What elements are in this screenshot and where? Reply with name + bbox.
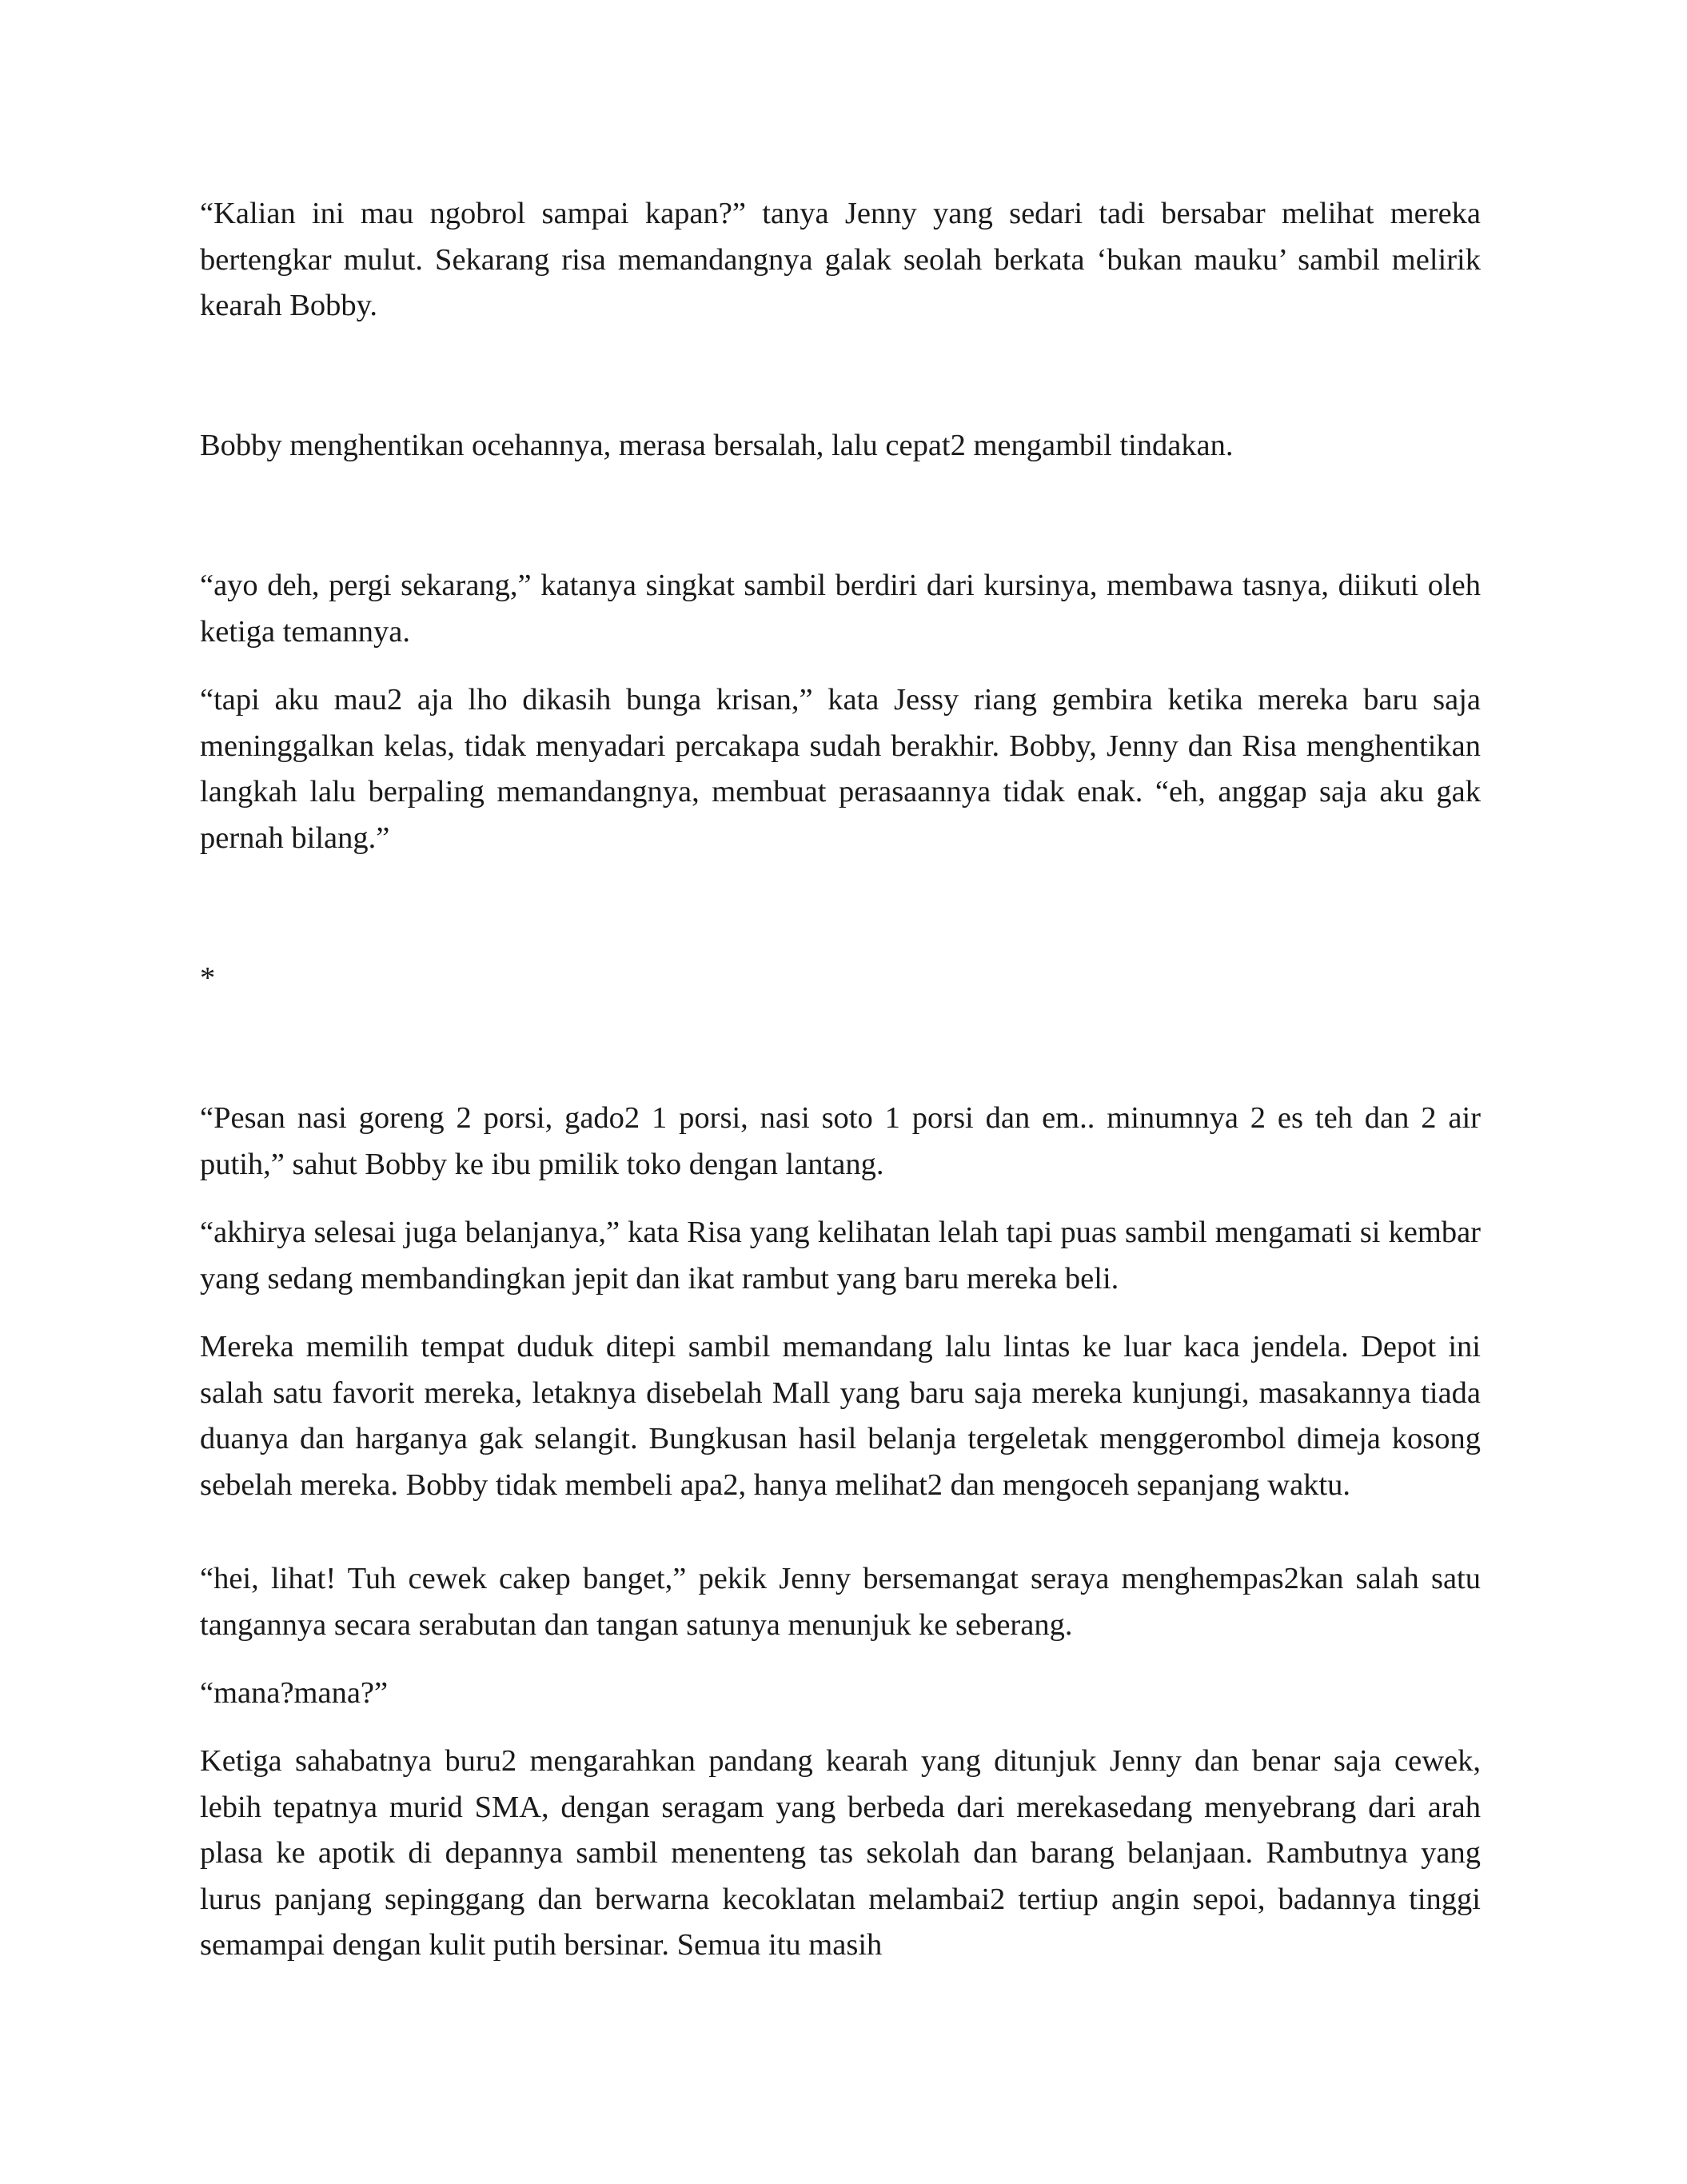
paragraph-8: “hei, lihat! Tuh cewek cakep banget,” pekik Jenny bersemangat seraya menghempas2kan salah satu tangannya secara serabutan dan tangan satunya menunjuk ke seberang. [200, 1562, 1481, 1642]
paragraph-2: Bobby menghentikan ocehannya, merasa bersalah, lalu cepat2 mengambil tindakan. [200, 429, 1234, 462]
paragraph-7: Mereka memilih tempat duduk ditepi sambil memandang lalu lintas ke luar kaca jendela. Depot ini salah satu favorit mereka, letaknya disebelah Mall yang baru saja mereka kunjungi, masakannya tiada duanya dan harganya gak selangit. Bungkusan hasil belanja tergeletak menggerombol dimeja kosong sebelah mereka. Bobby tidak membeli apa2, hanya melihat2 dan mengoceh sepanjang waktu. [200, 1330, 1481, 1502]
scene-break-asterisk: * [200, 961, 216, 995]
paragraph-4: “tapi aku mau2 aja lho dikasih bunga krisan,” kata Jessy riang gembira ketika mereka baru saja meninggalkan kelas, tidak menyadari percakapa sudah berakhir. Bobby, Jenny dan Risa menghentikan langkah lalu berpaling memandangnya, membuat perasaannya tidak enak. “eh, anggap saja aku gak pernah bilang.” [200, 683, 1481, 855]
paragraph-5: “Pesan nasi goreng 2 porsi, gado2 1 porsi, nasi soto 1 porsi dan em.. minumnya 2 es teh dan 2 air putih,” sahut Bobby ke ibu pmilik toko dengan lantang. [200, 1101, 1481, 1181]
paragraph-9: “mana?mana?” [200, 1676, 389, 1710]
paragraph-1: “Kalian ini mau ngobrol sampai kapan?” tanya Jenny yang sedari tadi bersabar melihat mereka bertengkar mulut. Sekarang risa memandangnya galak seolah berkata ‘bukan mauku’ sambil melirik kearah Bobby. [200, 197, 1481, 322]
paragraph-3: “ayo deh, pergi sekarang,” katanya singkat sambil berdiri dari kursinya, membawa tasnya, diikuti oleh ketiga temannya. [200, 569, 1481, 649]
paragraph-6: “akhirya selesai juga belanjanya,” kata Risa yang kelihatan lelah tapi puas sambil mengamati si kembar yang sedang membandingkan jepit dan ikat rambut yang baru mereka beli. [200, 1216, 1481, 1296]
paragraph-10: Ketiga sahabatnya buru2 mengarahkan pandang kearah yang ditunjuk Jenny dan benar saja cewek, lebih tepatnya murid SMA, dengan seragam yang berbeda dari merekasedang menyebrang dari arah plasa ke apotik di depannya sambil menenteng tas sekolah dan barang belanjaan. Rambutnya yang lurus panjang sepinggang dan berwarna kecoklatan melambai2 tertiup angin sepoi, badannya tinggi semampai dengan kulit putih bersinar. Semua itu masih [200, 1744, 1481, 1962]
